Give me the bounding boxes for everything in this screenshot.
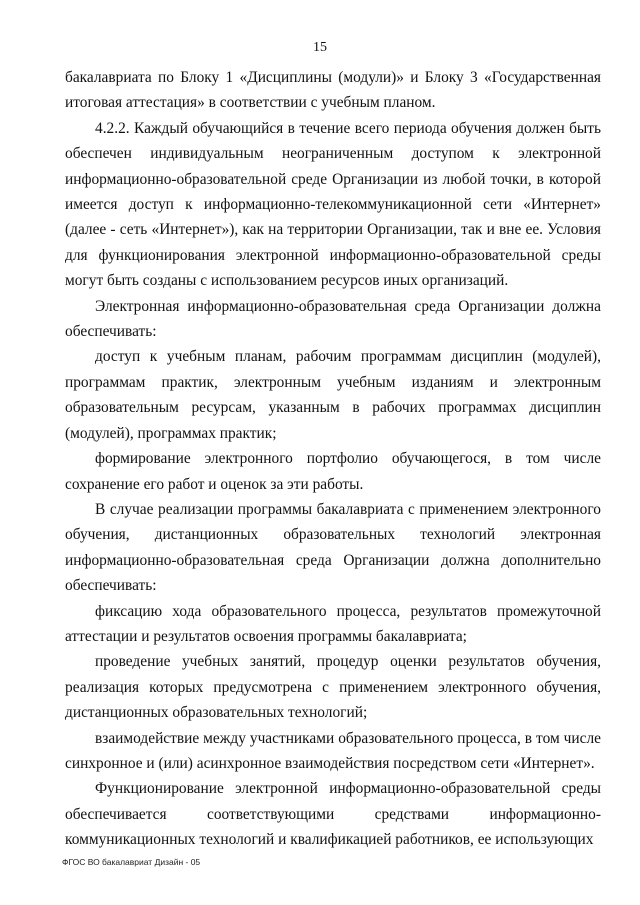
document-body (65, 65, 601, 853)
paragraph-continuation: бакалавриата по Блоку 1 «Дисциплины (модули)» и Блоку 3 «Государственная итоговая аттестация» в соответствии с учебным планом. (65, 69, 601, 112)
paragraph-environment-intro: Электронная информационно-образовательная среда Организации должна обеспечивать: (65, 297, 601, 341)
list-item-classes: проведение учебных занятий, процедур оценки результатов обучения, реализация которых предусмотрена с применением электронного обучения, дистанционных образовательных технологий; (65, 653, 601, 722)
paragraph-4-2-2: 4.2.2. Каждый обучающийся в течение всего периода обучения должен быть обеспечен индивидуальным неограниченным доступом к электронной информационно-образовательной среде Организации из любой точки, в которой имеется доступ к информационно-телекоммуникационной сети «Интернет» (далее - сеть «Интернет»), как на территории Организации, так и вне ее. Условия для функционирования электронной информационно-образовательной среды могут быть созданы с использованием ресурсов иных организаций. (65, 119, 601, 290)
list-item-access: доступ к учебным планам, рабочим программам дисциплин (модулей), программам практик, электронным учебным изданиям и электронным образовательным ресурсам, указанным в рабочих программах дисциплин (модулей), программах практик; (65, 348, 601, 442)
list-item-interaction: взаимодействие между участниками образовательного процесса, в том числе синхронное и (или) асинхронное взаимодействия посредством сети «Интернет». (65, 729, 601, 772)
list-item-fixation: фиксацию хода образовательного процесса, результатов промежуточной аттестации и результатов освоения программы бакалавриата; (65, 602, 601, 645)
paragraph-functioning: Функционирование электронной информационно-образовательной среды обеспечивается соответствующими средствами информационно-коммуникационных технологий и квалификацией работников, ее использующих (65, 780, 601, 849)
list-item-portfolio: формирование электронного портфолио обучающегося, в том числе сохранение его работ и оценок за эти работы. (65, 450, 601, 493)
page-number: 15 (313, 40, 327, 55)
paragraph-distance-learning: В случае реализации программы бакалавриата с применением электронного обучения, дистанционных образовательных технологий электронная информационно-образовательная среда Организации должна дополнительно обеспечивать: (65, 500, 601, 595)
page-footer: ФГОС ВО бакалавриат Дизайн - 05 (62, 857, 201, 867)
